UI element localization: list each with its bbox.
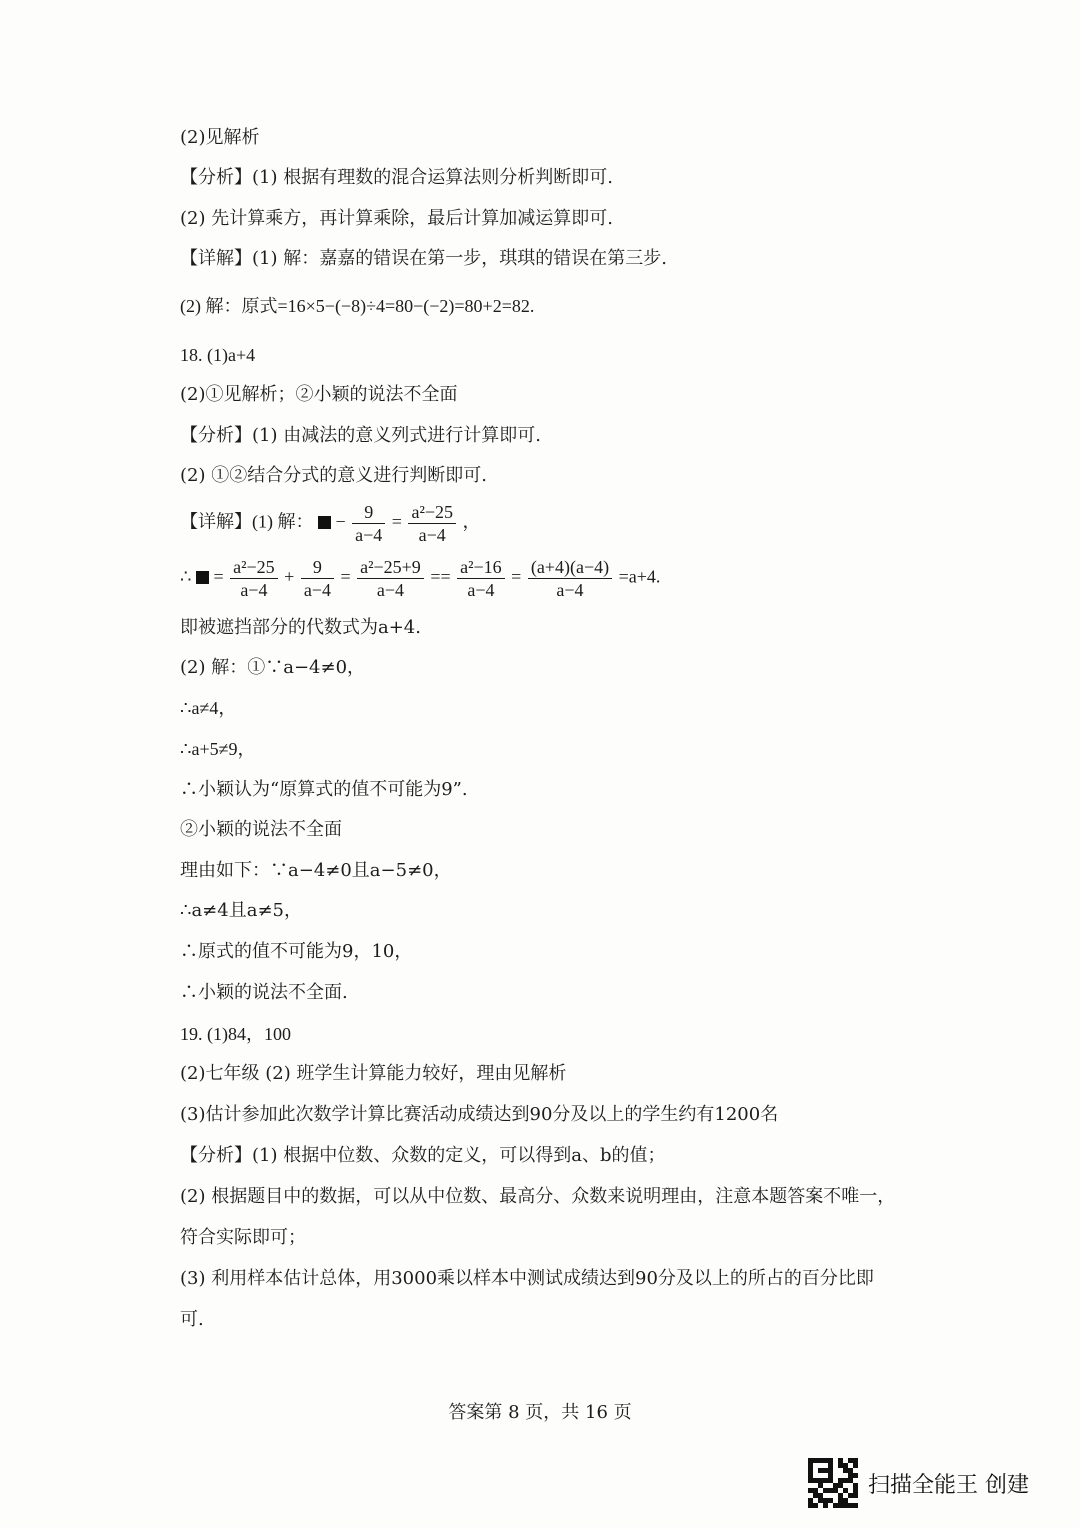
eq2-equals-2: = <box>340 566 351 587</box>
eq2-plus: + <box>284 566 295 587</box>
eq1-f2-denominator: a−4 <box>418 525 446 545</box>
eq2-fraction-1 <box>230 556 278 601</box>
line-08: 【分析】(1) 由减法的意义列式进行计算即可. <box>180 425 541 446</box>
blacked-out-box <box>196 571 209 584</box>
line-20: ∴原式的值不可能为9，10， <box>180 941 413 962</box>
line-16: ∴小颖认为“原算式的值不可能为9”. <box>180 779 468 800</box>
qr-code-icon <box>808 1458 858 1508</box>
eq2-prefix: ∴ <box>180 566 192 587</box>
equation-2 <box>180 556 660 601</box>
eq1-f2-numerator: a²−25 <box>408 501 456 524</box>
eq1-minus: − <box>335 511 346 532</box>
line-04: 【详解】(1) 解：嘉嘉的错误在第一步，琪琪的错误在第三步. <box>180 248 667 269</box>
line-03: (2) 先计算乘方，再计算乘除，最后计算加减运算即可. <box>180 208 613 229</box>
page-footer: 答案第 8 页，共 16 页 <box>448 1402 632 1423</box>
line-29: 可. <box>180 1309 204 1330</box>
line-22: 19. (1)84，100 <box>180 1024 291 1044</box>
line-02: 【分析】(1) 根据有理数的混合运算法则分析判断即可. <box>180 167 613 188</box>
eq1-f1-denominator: a−4 <box>355 525 383 545</box>
eq2-fraction-3 <box>357 556 424 601</box>
line-13: (2) 解：①∵a−4≠0， <box>180 657 366 678</box>
eq1-fraction-2 <box>408 501 456 546</box>
eq2-fraction-5 <box>528 556 612 601</box>
eq2-fraction-2 <box>301 556 334 601</box>
eq1-equals: = <box>391 511 402 532</box>
line-14: ∴a≠4， <box>180 698 237 718</box>
line-07: (2)①见解析；②小颖的说法不全面 <box>180 384 458 405</box>
line-09: (2) ①②结合分式的意义进行判断即可. <box>180 465 487 486</box>
line-01: (2)见解析 <box>180 127 260 148</box>
line-27: 符合实际即可； <box>180 1227 306 1248</box>
eq1-prefix: 【详解】(1) 解： <box>180 511 314 532</box>
line-23: (2)七年级 (2) 班学生计算能力较好，理由见解析 <box>180 1063 567 1084</box>
eq2-f4-denominator: a−4 <box>467 580 495 600</box>
eq2-f5-denominator: a−4 <box>556 580 584 600</box>
eq1-fraction-1 <box>352 501 385 546</box>
line-06: 18. (1)a+4 <box>180 345 256 365</box>
line-12: 即被遮挡部分的代数式为a+4. <box>180 617 421 638</box>
line-18: 理由如下：∵a−4≠0且a−5≠0， <box>180 860 452 881</box>
line-19: ∴a≠4且a≠5， <box>180 900 302 921</box>
watermark-text: 扫描全能王 创建 <box>868 1472 1029 1498</box>
eq1-f1-numerator: 9 <box>352 501 385 524</box>
eq1-end: ， <box>462 511 481 532</box>
line-24: (3)估计参加此次数学计算比赛活动成绩达到90分及以上的学生约有1200名 <box>180 1104 779 1125</box>
eq2-fraction-4 <box>457 556 505 601</box>
eq2-f1-denominator: a−4 <box>240 580 268 600</box>
line-17: ②小颖的说法不全面 <box>180 819 342 840</box>
eq2-equals-3: = <box>511 566 522 587</box>
equation-1 <box>180 501 481 546</box>
line-26: (2) 根据题目中的数据，可以从中位数、最高分、众数来说明理由，注意本题答案不唯一， <box>180 1186 896 1207</box>
eq2-f1-numerator: a²−25 <box>230 556 278 579</box>
eq2-f3-denominator: a−4 <box>376 580 405 600</box>
line-28: (3) 利用样本估计总体，用3000乘以样本中测试成绩达到90分及以上的所占的百分比即 <box>180 1268 874 1289</box>
eq2-f3-numerator: a²−25+9 <box>357 556 424 579</box>
line-05: (2) 解：原式=16×5−(−8)÷4=80−(−2)=80+2=82. <box>180 296 535 316</box>
eq2-f4-numerator: a²−16 <box>457 556 505 579</box>
line-15: ∴a+5≠9， <box>180 739 256 759</box>
line-25: 【分析】(1) 根据中位数、众数的定义，可以得到a、b的值； <box>180 1145 666 1166</box>
blacked-out-box <box>318 516 331 529</box>
line-21: ∴小颖的说法不全面. <box>180 982 348 1003</box>
eq2-f2-numerator: 9 <box>301 556 334 579</box>
eq2-f5-numerator: (a+4)(a−4) <box>528 556 612 579</box>
eq2-equals-1: = <box>213 566 224 587</box>
eq2-end: =a+4. <box>618 566 661 587</box>
scanner-watermark <box>808 1458 1029 1508</box>
eq2-f2-denominator: a−4 <box>303 580 331 600</box>
eq2-double-equals: == <box>430 566 451 587</box>
